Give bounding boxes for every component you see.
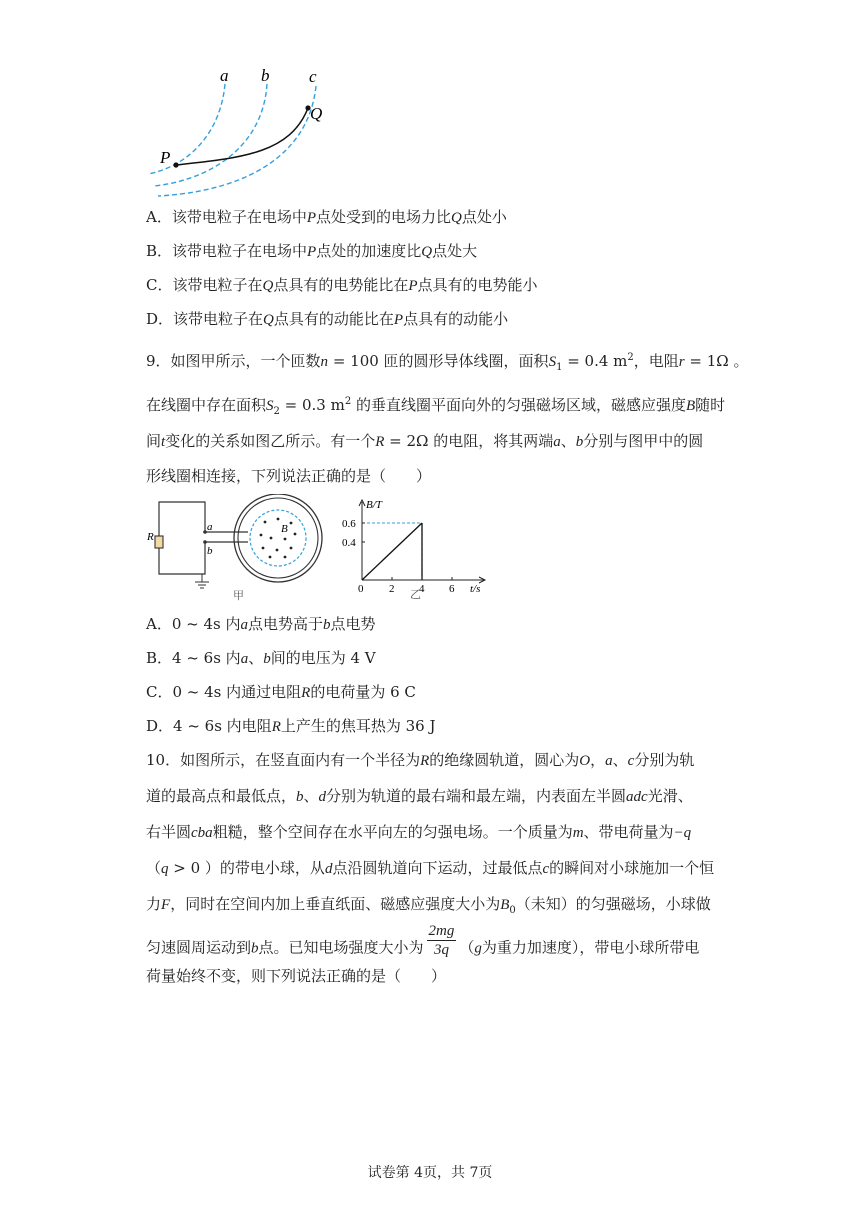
y-tick-label-0.6: 0.6 xyxy=(342,518,356,530)
q9-option-b[interactable]: B．4 ~ 6s 内a、b间的电压为 4 V xyxy=(146,649,376,667)
origin-label: 0 xyxy=(358,583,364,595)
chart-series xyxy=(362,523,422,580)
q10-stem-line7: 荷量始终不变，则下列说法正确的是（ ） xyxy=(146,967,447,985)
wire-node-b xyxy=(203,540,207,544)
caption-jia: 甲 xyxy=(233,590,244,602)
q9-stem-line3: 间t变化的关系如图乙所示。有一个R = 2Ω 的电阻，将其两端a、b分别与图甲中的圆 xyxy=(146,432,704,450)
field-line-b xyxy=(154,84,267,186)
bt-graph-yi xyxy=(334,494,494,602)
label-a: a xyxy=(220,66,229,85)
label-q: Q xyxy=(310,104,323,123)
field-lines-figure xyxy=(140,62,340,202)
trajectory-curve xyxy=(176,108,308,165)
y-axis-label: B/T xyxy=(366,499,382,511)
q8-option-a[interactable]: A．该带电粒子在电场中P点处受到的电场力比Q点处小 xyxy=(146,208,507,226)
fraction: $\frac{2mg}{3q}$ xyxy=(428,923,455,958)
x-axis-label: t/s xyxy=(470,583,481,595)
x-tick-label-4: 4 xyxy=(419,583,425,595)
circuit-figure-jia xyxy=(145,494,325,606)
q9-option-d[interactable]: D．4 ~ 6s 内电阻R上产生的焦耳热为 36 J xyxy=(146,717,436,735)
field-line-c xyxy=(158,86,316,196)
x-tick-label-2: 2 xyxy=(389,583,395,595)
x-tick-label-6: 6 xyxy=(449,583,455,595)
label-p: P xyxy=(160,148,171,167)
resistor xyxy=(155,536,163,548)
label-b-field: B xyxy=(281,523,288,535)
q8-option-b[interactable]: B．该带电粒子在电场中P点处的加速度比Q点处大 xyxy=(146,242,478,260)
label-b: b xyxy=(261,66,270,85)
label-a-node: a xyxy=(207,521,213,533)
q8-option-d[interactable]: D．该带电粒子在Q点具有的动能比在P点具有的动能小 xyxy=(146,310,509,328)
q8-option-c[interactable]: C．该带电粒子在Q点具有的电势能比在P点具有的电势能小 xyxy=(146,276,538,294)
q10-stem-line2: 道的最高点和最低点，b、d分别为轨道的最右端和最左端，内表面左半圆adc光滑、 xyxy=(146,787,693,805)
ground-symbol xyxy=(195,574,209,588)
q9-option-c[interactable]: C．0 ~ 4s 内通过电阻R的电荷量为 6 C xyxy=(146,683,416,701)
page-footer: 试卷第 4页，共 7页 xyxy=(367,1165,493,1181)
coil-outer xyxy=(234,494,322,582)
label-b-node: b xyxy=(207,545,213,557)
q9-stem-line2: 在线圈中存在面积$S_2 = 0.3$ $m^2$ 的垂直线圈平面向外的匀强磁场区域，磁感应强度B随时 xyxy=(146,396,726,417)
q10-stem-line4: （q > 0 ）的带电小球，从d点沿圆轨道向下运动，过最低点c的瞬间对小球施加一个恒 xyxy=(146,859,715,877)
label-r: R xyxy=(147,531,154,543)
y-tick-label-0.4: 0.4 xyxy=(342,537,356,549)
q10-stem-line6: 匀速圆周运动到b点。已知电场强度大小为 $\frac{2mg}{3q}$ （g为重力加速度），带电小球所带电 xyxy=(146,923,700,958)
point-p xyxy=(173,162,178,167)
q10-stem-line5: 力F，同时在空间内加上垂直纸面、磁感应强度大小为$B_0$（未知）的匀强磁场，小球做 xyxy=(146,895,711,916)
q9-option-a[interactable]: A．0 ~ 4s 内a点电势高于b点电势 xyxy=(146,615,376,633)
series-segment-0 xyxy=(362,523,422,580)
label-c: c xyxy=(309,67,317,86)
q9-stem-line1: 9．如图甲所示，一个匝数n = 100 匝的圆形导体线圈，面积$S_1 = 0.4$ $m^2$，电阻r = 1Ω 。 xyxy=(146,352,749,373)
q10-stem-line1: 10．如图所示，在竖直面内有一个半径为R的绝缘圆轨道，圆心为O，a、c分别为轨 xyxy=(146,751,695,769)
q9-stem-line4: 形线圈相连接，下列说法正确的是（ ） xyxy=(146,467,432,485)
field-dots xyxy=(260,518,297,559)
q10-stem-line3: 右半圆cba粗糙，整个空间存在水平向左的匀强电场。一个质量为m、带电荷量为−q xyxy=(146,823,692,841)
caption-yi: 乙 xyxy=(410,589,421,601)
